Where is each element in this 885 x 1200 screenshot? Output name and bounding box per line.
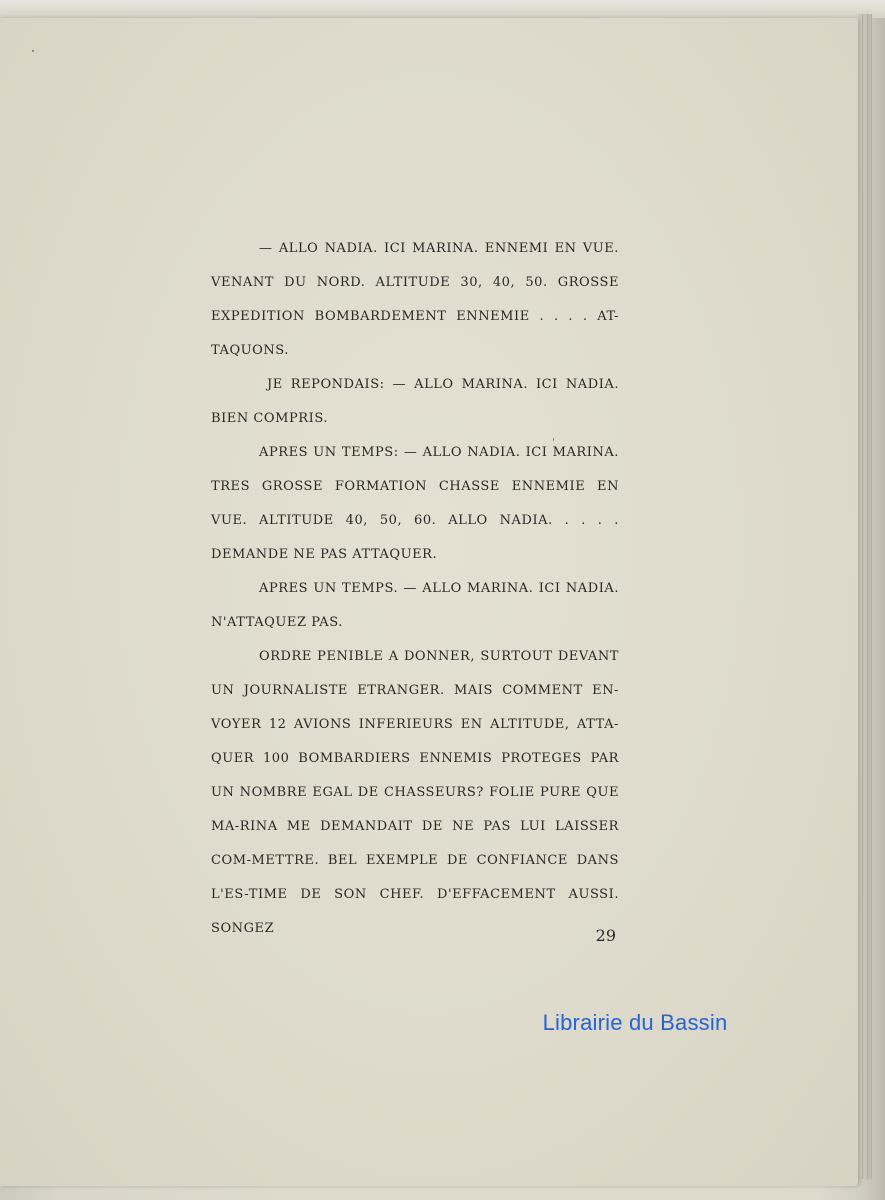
- watermark-text: Librairie du Bassin: [542, 1010, 728, 1035]
- body-text: [211, 232, 619, 946]
- background-strip: [0, 0, 885, 18]
- paragraph: APRES UN TEMPS: — ALLO NADIA. ICI MARINA. TRES GROSSE FORMATION CHASSE ENNEMIE EN VUE. ALTITUDE 40, 50, 60. ALLO NADIA. . . . . DEMANDE NE PAS ATTAQUER.: [211, 445, 619, 562]
- page-edge: [868, 14, 872, 1179]
- paragraph: — ALLO NADIA. ICI MARINA. ENNEMI EN VUE. VENANT DU NORD. ALTITUDE 30, 40, 50. GROSSE EXPEDITION BOMBARDEMENT ENNEMIE . . . . AT-TAQUONS.: [211, 241, 619, 358]
- paper-speck: [32, 50, 34, 52]
- paragraph: APRES UN TEMPS. — ALLO MARINA. ICI NADIA. N'ATTAQUEZ PAS.: [211, 581, 619, 630]
- page-number: 29: [595, 926, 616, 945]
- paragraph: ORDRE PENIBLE A DONNER, SURTOUT DEVANT UN JOURNALISTE ETRANGER. MAIS COMMENT EN-VOYER 12 AVIONS INFERIEURS EN ALTITUDE, ATTA-QUER 100 BOMBARDIERS ENNEMIS PROTEGES PAR UN NOMBRE EGAL DE CHASSEURS? FOLIE PURE QUE MA-RINA ME DEMANDAIT DE NE PAS LUI LAISSER COM-METTRE. BEL EXEMPLE DE CONFIANCE DANS L'ES-TIME DE SON CHEF. D'EFFACEMENT AUSSI. SONGEZ: [211, 649, 619, 936]
- paragraph: JE REPONDAIS: — ALLO MARINA. ICI NADIA. BIEN COMPRIS.: [211, 377, 619, 426]
